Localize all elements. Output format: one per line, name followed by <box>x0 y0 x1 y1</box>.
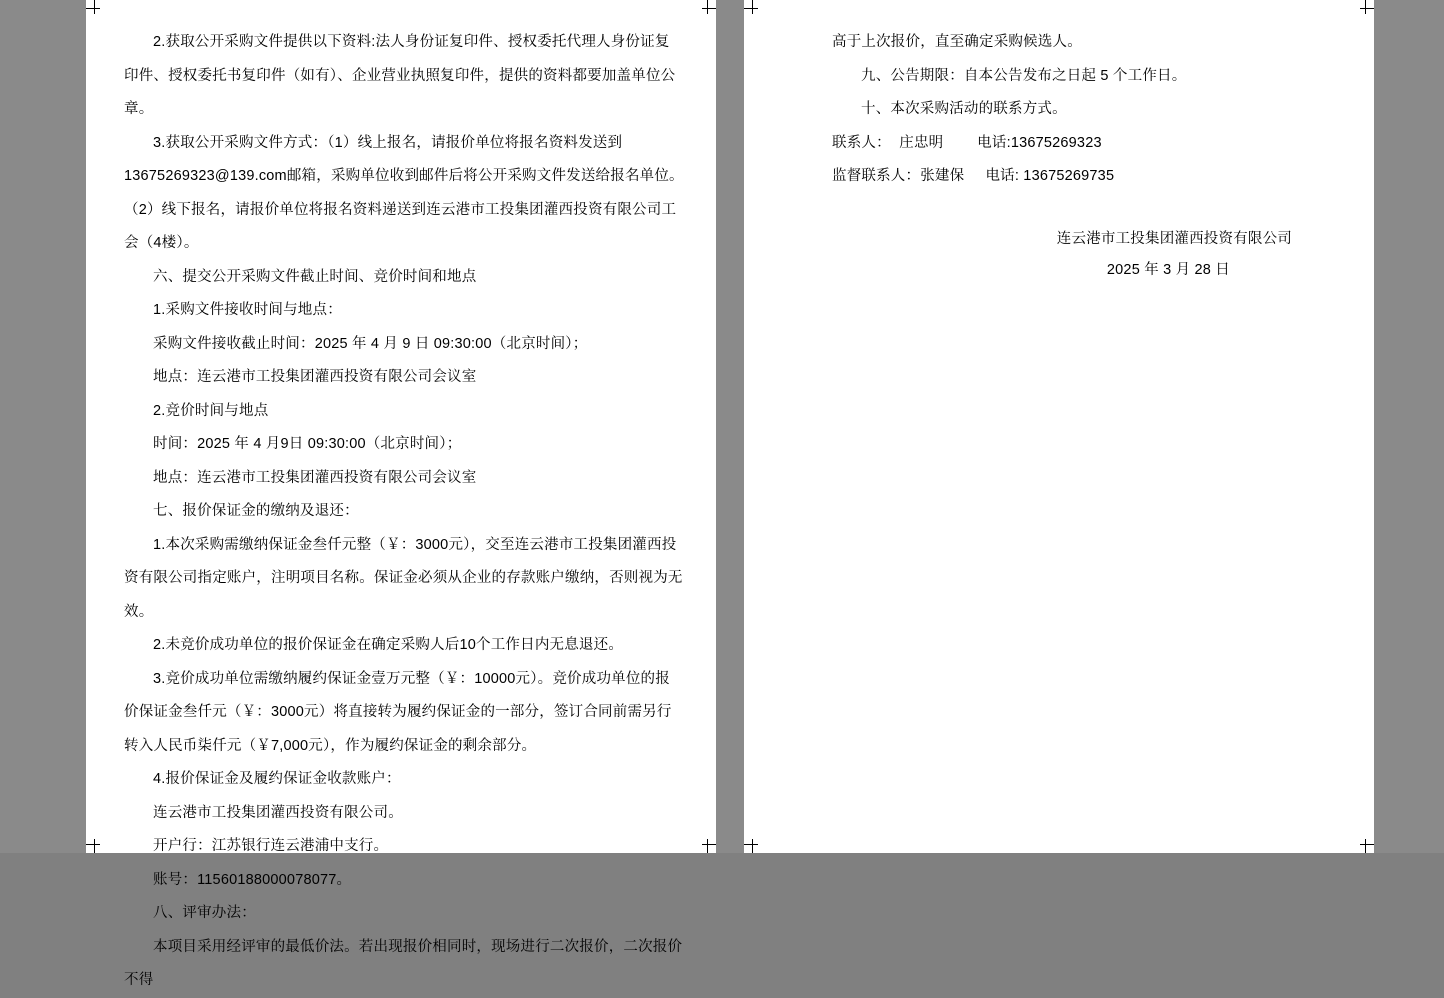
paragraph: 3.竞价成功单位需缴纳履约保证金壹万元整（￥：10000元）。竞价成功单位的报价保证金叁仟元（￥：3000元）将直接转为履约保证金的一部分，签订合同前需另行转入人民币柒仟元（￥7,000元），作为履约保证金的剩余部分。 <box>124 670 672 754</box>
supervisor-contact-row: 监督联系人：张建保 电话: 13675269735 <box>832 168 1115 184</box>
signature-company: 连云港市工投集团灌西投资有限公司 <box>1056 230 1292 247</box>
crop-mark-bottom-right <box>696 833 716 853</box>
paragraph: 六、提交公开采购文件截止时间、竞价时间和地点 <box>153 268 477 285</box>
paragraph: 时间：2025 年 4 月9日 09:30:00（北京时间）； <box>153 436 462 452</box>
page-right-body <box>832 26 1332 286</box>
paragraph: 八、评审办法： <box>153 905 256 921</box>
document-page-right <box>744 0 1374 853</box>
paragraph: 高于上次报价，直至确定采购候选人。 <box>832 34 1082 50</box>
crop-mark-bottom-left <box>744 833 764 853</box>
page-left-body <box>124 26 684 998</box>
paragraph: 地点：连云港市工投集团灌西投资有限公司会议室 <box>153 369 477 385</box>
paragraph: 3.获取公开采购文件方式：（1）线上报名，请报价单位将报名资料发送到13675269323@139.com邮箱，采购单位收到邮件后将公开采购文件发送给报名单位。（2）线下报名，请报价单位将报名资料递送到连云港市工投集团灌西投资有限公司工会（4楼）。 <box>124 134 684 251</box>
document-page-left <box>86 0 716 988</box>
paragraph: 开户行：江苏银行连云港浦中支行。 <box>153 838 389 854</box>
crop-mark-top-right <box>1354 0 1374 20</box>
paragraph: 地点：连云港市工投集团灌西投资有限公司会议室 <box>153 469 477 486</box>
crop-mark-top-left <box>86 0 106 20</box>
paragraph: 4.报价保证金及履约保证金收款账户： <box>153 771 401 787</box>
paragraph: 2.竞价时间与地点 <box>153 402 269 419</box>
signature-date: 2025 年 3 月 28 日 <box>1106 261 1230 278</box>
paragraph: 连云港市工投集团灌西投资有限公司。 <box>153 804 403 821</box>
paragraph: 2.获取公开采购文件提供以下资料:法人身份证复印件、授权委托代理人身份证复印件、授权委托书复印件（如有）、企业营业执照复印件，提供的资料都要加盖单位公章。 <box>124 34 676 117</box>
crop-mark-bottom-right <box>1354 833 1374 853</box>
paragraph: 九、公告期限：自本公告发布之日起 5 个工作日。 <box>861 67 1187 84</box>
crop-mark-top-left <box>744 0 764 20</box>
paragraph: 账号：11560188000078077。 <box>153 871 352 888</box>
paragraph: 十、本次采购活动的联系方式。 <box>861 101 1067 117</box>
paragraph: 本项目采用经评审的最低价法。若出现报价相同时，现场进行二次报价，二次报价不得 <box>124 938 683 988</box>
paragraph: 采购文件接收截止时间：2025 年 4 月 9 日 09:30:00（北京时间）； <box>153 335 588 352</box>
paragraph: 2.未竞价成功单位的报价保证金在确定采购人后10个工作日内无息退还。 <box>153 637 624 653</box>
contact-person-row: 联系人： 庄忠明 电话:13675269323 <box>832 134 1102 151</box>
signature-block <box>832 224 1332 286</box>
paragraph: 1.采购文件接收时间与地点： <box>153 302 342 318</box>
paragraph: 七、报价保证金的缴纳及退还： <box>153 503 359 519</box>
crop-mark-bottom-left <box>86 833 106 853</box>
paragraph: 1.本次采购需缴纳保证金叁仟元整（￥：3000元），交至连云港市工投集团灌西投资有限公司指定账户，注明项目名称。保证金必须从企业的存款账户缴纳，否则视为无效。 <box>124 536 683 620</box>
crop-mark-top-right <box>696 0 716 20</box>
